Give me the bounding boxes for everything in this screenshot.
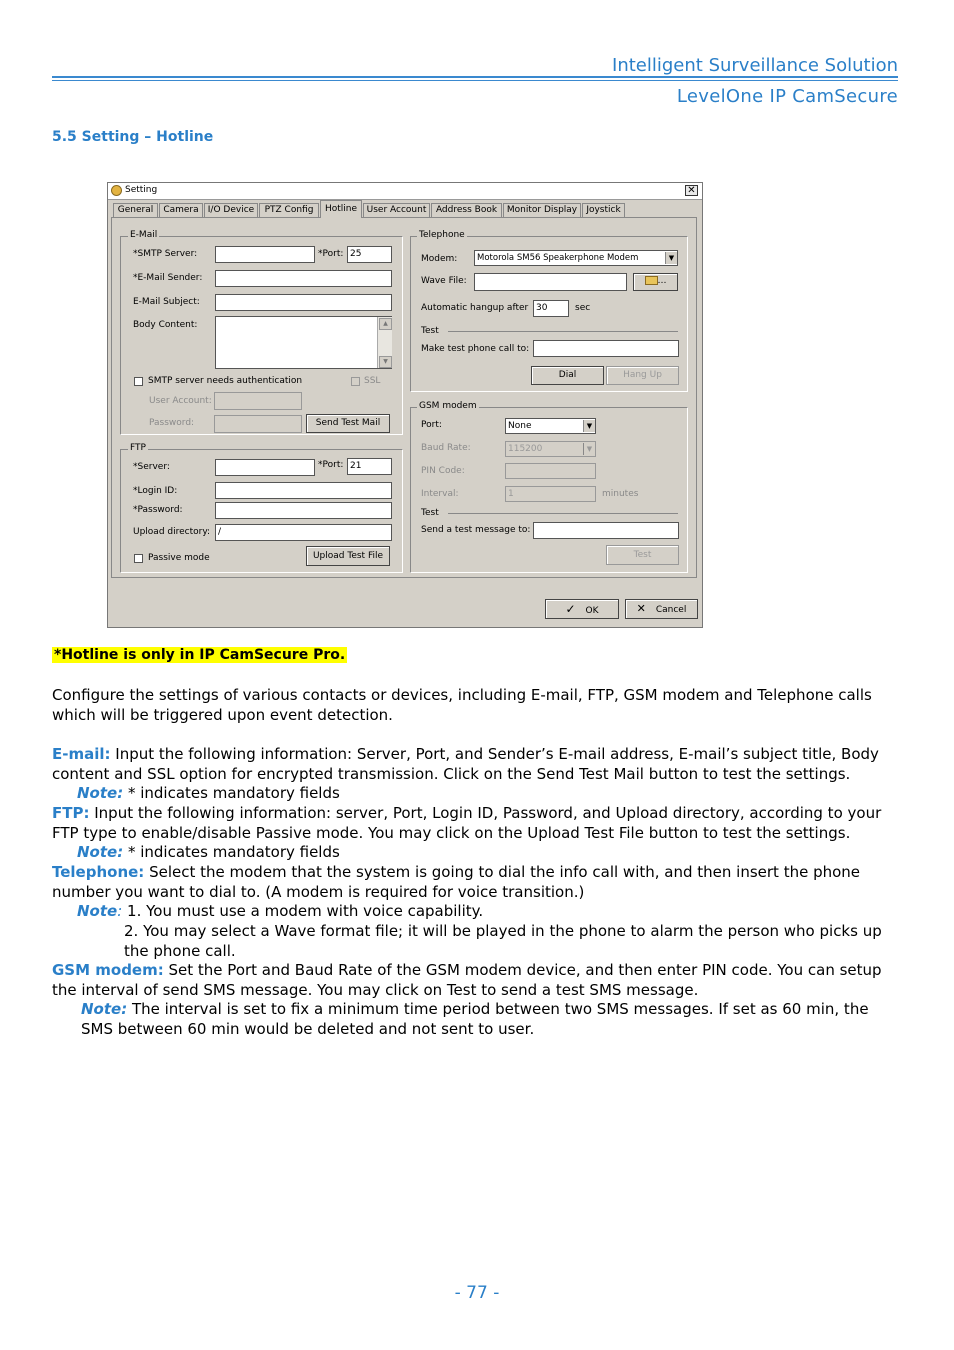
telephone-note-1: [77, 902, 897, 922]
user-account-input[interactable]: [214, 392, 302, 410]
gsm-note: [81, 1000, 897, 1039]
telephone-test-title: Test: [421, 326, 439, 336]
interval-unit: minutes: [602, 489, 639, 499]
telephone-note-1-text: 1. You must use a modem with voice capability.: [122, 902, 484, 920]
email-text: Input the following information: Server, Port, and Sender’s E-mail address, E-mail’s subject title, Body content and SSL option for encrypted transmission. Click on the Send Test Mail button to test the settings.: [52, 745, 879, 783]
auto-hangup-input[interactable]: 30: [533, 300, 569, 317]
ok-button[interactable]: [545, 599, 619, 619]
tab-hotline[interactable]: Hotline: [320, 200, 362, 218]
cancel-button[interactable]: [625, 599, 698, 619]
gsm-paragraph: [52, 961, 900, 1000]
chevron-down-icon[interactable]: ▼: [665, 252, 677, 264]
email-note-text: * indicates mandatory fields: [123, 784, 340, 802]
close-icon[interactable]: ✕: [685, 185, 698, 196]
telephone-paragraph: [52, 863, 900, 902]
dialog-titlebar: [108, 183, 702, 200]
tab-ptz-config[interactable]: PTZ Config: [259, 203, 319, 217]
email-subject-label: E-Mail Subject:: [133, 297, 200, 307]
wave-file-input[interactable]: [474, 273, 627, 291]
scroll-up-icon[interactable]: ▲: [379, 318, 392, 330]
wave-file-label: Wave File:: [421, 276, 467, 286]
cross-icon: ✕: [636, 602, 646, 615]
tab-monitor-display[interactable]: Monitor Display: [503, 203, 581, 217]
smtp-server-input[interactable]: [215, 246, 315, 263]
ftp-group-title: FTP: [130, 443, 146, 453]
auto-hangup-label: Automatic hangup after: [421, 303, 529, 313]
test-call-input[interactable]: [533, 340, 679, 357]
gsm-group-title: GSM modem: [419, 401, 477, 411]
email-note: [77, 784, 897, 804]
hang-up-button[interactable]: Hang Up: [606, 366, 679, 385]
scroll-down-icon[interactable]: ▼: [379, 356, 392, 368]
smtp-server-label: *SMTP Server:: [133, 249, 198, 259]
gsm-note-text: The interval is set to fix a minimum time period between two SMS messages. If set as 60 min, the SMS between 60 min would be deleted and not sent to user.: [81, 1000, 869, 1038]
interval-input[interactable]: 1: [505, 486, 596, 502]
ftp-login-input[interactable]: [215, 482, 392, 499]
header-title: Intelligent Surveillance Solution: [612, 55, 898, 76]
email-port-input[interactable]: 25: [347, 246, 392, 263]
test-call-label: Make test phone call to:: [421, 344, 530, 354]
email-sender-input[interactable]: [215, 270, 392, 287]
tab-user-account[interactable]: User Account: [363, 203, 430, 217]
telephone-note-colon: :: [117, 902, 123, 920]
email-note-label: Note:: [77, 784, 124, 802]
pin-code-input[interactable]: [505, 463, 596, 479]
telephone-test-divider: [448, 331, 678, 332]
ftp-port-label: *Port:: [318, 460, 344, 470]
upload-directory-label: Upload directory:: [133, 527, 211, 537]
pin-code-label: PIN Code:: [421, 466, 465, 476]
modem-select[interactable]: [474, 250, 678, 266]
dialog-title: Setting: [125, 185, 158, 195]
ftp-server-label: *Server:: [133, 462, 170, 472]
ftp-note-text: * indicates mandatory fields: [123, 843, 340, 861]
send-test-mail-button[interactable]: Send Test Mail: [306, 414, 390, 433]
gsm-port-select[interactable]: [505, 418, 596, 434]
cancel-button-label: Cancel: [655, 605, 687, 615]
telephone-group-title: Telephone: [419, 230, 465, 240]
gsm-test-button[interactable]: Test: [606, 545, 679, 565]
ftp-paragraph: [52, 804, 900, 843]
email-sender-label: *E-Mail Sender:: [133, 273, 203, 283]
modem-label: Modem:: [421, 254, 458, 264]
gsm-test-divider: [448, 513, 678, 514]
sms-test-input[interactable]: [533, 522, 679, 539]
gsm-port-label: Port:: [421, 420, 442, 430]
telephone-note-label: Note: [77, 902, 118, 920]
baud-rate-value: 115200: [508, 444, 543, 454]
tab-camera[interactable]: Camera: [159, 203, 203, 217]
chevron-down-icon[interactable]: ▼: [583, 420, 595, 432]
baud-rate-select[interactable]: [505, 441, 596, 457]
email-paragraph: [52, 745, 900, 784]
user-account-label: User Account:: [149, 396, 212, 406]
modem-select-value: Motorola SM56 Speakerphone Modem: [477, 253, 639, 263]
auto-hangup-unit: sec: [575, 303, 591, 313]
email-subject-input[interactable]: [215, 294, 392, 311]
ftp-password-label: *Password:: [133, 505, 183, 515]
ftp-server-input[interactable]: [215, 459, 315, 476]
ftp-password-input[interactable]: [215, 502, 392, 519]
email-password-label: Password:: [149, 418, 195, 428]
sms-test-label: Send a test message to:: [421, 525, 531, 535]
intro-paragraph: Configure the settings of various contacts or devices, including E-mail, FTP, GSM modem and Telephone calls which will be triggered upon event detection.: [52, 686, 872, 724]
header-rule: [52, 76, 898, 78]
passive-mode-label: Passive mode: [148, 553, 210, 563]
email-term: E-mail:: [52, 745, 111, 763]
upload-test-file-button[interactable]: Upload Test File: [306, 546, 390, 566]
ftp-note: [77, 843, 897, 863]
ftp-note-label: Note:: [77, 843, 124, 861]
telephone-term: Telephone:: [52, 863, 145, 881]
gsm-test-title: Test: [421, 508, 439, 518]
gsm-term: GSM modem:: [52, 961, 164, 979]
smtp-auth-checkbox[interactable]: [134, 377, 143, 386]
browse-button-label: …: [657, 276, 667, 286]
gsm-port-value: None: [508, 421, 532, 431]
dial-button[interactable]: Dial: [531, 366, 604, 385]
passive-mode-checkbox[interactable]: [134, 554, 143, 563]
chevron-down-icon[interactable]: ▼: [583, 443, 595, 455]
interval-label: Interval:: [421, 489, 459, 499]
setting-dialog: [107, 182, 703, 628]
smtp-auth-label: SMTP server needs authentication: [148, 376, 303, 386]
tab-address-book[interactable]: Address Book: [431, 203, 502, 217]
gsm-text: Set the Port and Baud Rate of the GSM modem device, and then enter PIN code. You can setup the interval of send SMS message. You may click on Test to send a test SMS message.: [52, 961, 882, 999]
app-icon: [111, 185, 122, 196]
body-content-label: Body Content:: [133, 320, 198, 330]
upload-directory-input[interactable]: /: [215, 524, 392, 541]
ftp-term: FTP:: [52, 804, 90, 822]
tab-joystick[interactable]: Joystick: [582, 203, 625, 217]
body-content-textarea[interactable]: [215, 316, 392, 369]
browse-button[interactable]: [633, 273, 678, 291]
check-icon: ✓: [565, 602, 576, 616]
header-rule-thin: [52, 80, 898, 81]
telephone-note-2: 2. You may select a Wave format file; it will be played in the phone to alarm the person who picks up the phone call.: [124, 922, 882, 960]
tab-general[interactable]: General: [113, 203, 158, 217]
pro-only-note: *Hotline is only in IP CamSecure Pro.: [54, 647, 346, 663]
header-product: LevelOne IP CamSecure: [676, 86, 898, 107]
section-title: 5.5 Setting – Hotline: [52, 129, 214, 145]
telephone-text: Select the modem that the system is going to dial the info call with, and then insert the phone number you want to dial to. (A modem is required for voice transition.): [52, 863, 861, 901]
email-password-input[interactable]: [214, 415, 302, 433]
ftp-port-input[interactable]: 21: [347, 458, 392, 475]
email-port-label: *Port:: [318, 249, 344, 259]
ftp-text: Input the following information: server, Port, Login ID, Password, and Upload directory, according to your FTP type to enable/disable Passive mode. You may click on the Upload Test File button to test the settings.: [52, 804, 882, 842]
gsm-note-label: Note:: [81, 1000, 128, 1018]
ssl-checkbox[interactable]: [351, 377, 360, 386]
ok-button-label: OK: [585, 606, 599, 616]
tab-io-device[interactable]: I/O Device: [204, 203, 258, 217]
baud-rate-label: Baud Rate:: [421, 443, 471, 453]
ssl-label: SSL: [364, 376, 381, 386]
folder-icon: [645, 276, 658, 285]
page-number: - 77 -: [454, 1283, 500, 1303]
ftp-login-label: *Login ID:: [133, 486, 178, 496]
body-scrollbar[interactable]: [377, 317, 392, 368]
email-group-title: E-Mail: [130, 230, 158, 240]
